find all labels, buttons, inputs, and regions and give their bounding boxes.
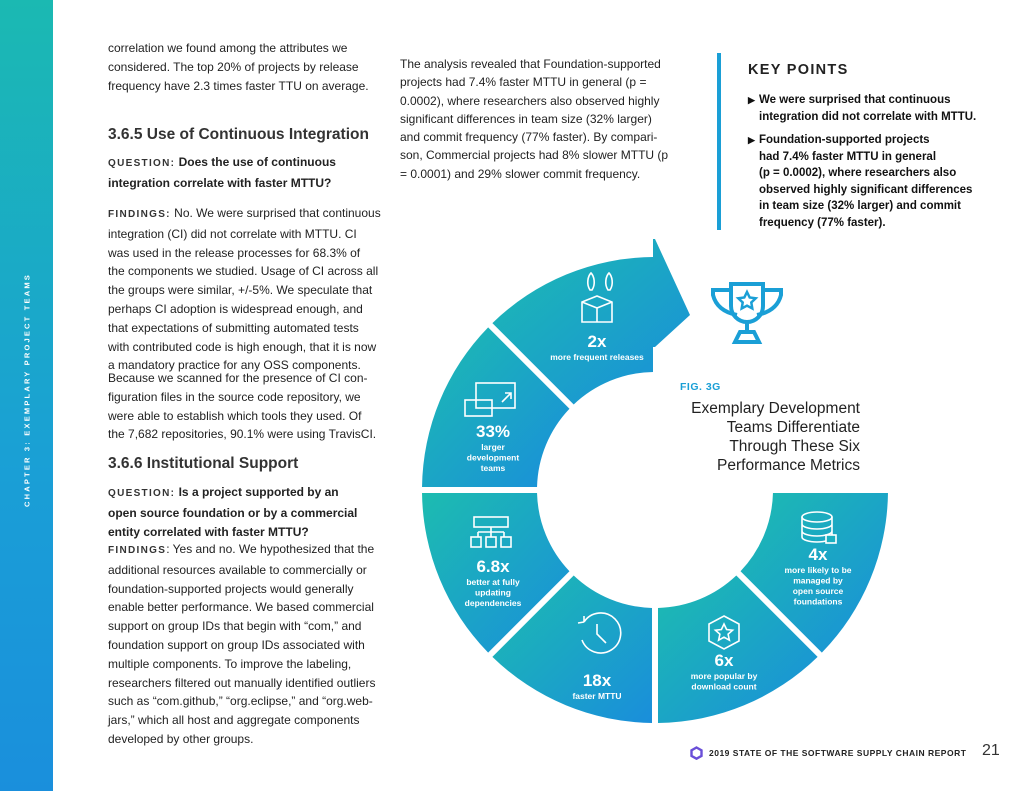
metric-value: 33% [475,422,511,441]
line-text: integration (CI) did not correlate with MTTU. CI [108,226,357,241]
text-line: We were surprised that continuous [759,94,951,106]
metric-description: development [466,452,520,463]
text-line [691,456,860,475]
text-line: frequency (77% faster). [759,216,886,229]
bullet-arrow-icon: ▶ [748,95,755,105]
line-text: the groups were similar, +/-5%. We speculate that [108,283,373,298]
text-line: had 7.4% faster MTTU in general [759,150,937,163]
line-text: was used in the release processes for 68.3% of [108,245,361,260]
metric-description: open source [792,586,844,596]
metric-description: managed by [793,575,843,586]
line-text: Teams Differentiate [726,419,860,436]
line-text: researchers filtered out manually identified outliers [108,675,376,690]
line-text: that expectations of submitting automated tests [108,320,359,335]
line-text: considered. The top 20% of projects by release [108,59,359,74]
metric-description: download count [691,681,757,692]
metric-description: foundations [793,596,843,607]
text-line: Does the use of continuous [178,155,336,169]
line-text: frequency have 2.3 times faster TTU on average. [108,78,369,93]
metric-description: larger [481,442,505,452]
heading-3-6-6: 3.6.6 Institutional Support [108,455,299,472]
line-text: a mandatory practice for any OSS components. [108,358,361,373]
line-text: Exemplary Development [691,400,860,417]
metric-description: faster MTTU [572,691,622,701]
line-text: the 7,682 repositories, 90.1% were using TravisCI. [108,427,377,442]
line-text: the components we studied. Usage of CI across all [108,264,379,279]
heading-3-6-5: 3.6.5 Use of Continuous Integration [108,126,369,143]
line-text: figuration files in the source code repository, we [108,389,361,404]
line-text: The analysis revealed that Foundation-supported [400,57,661,71]
metric-value: 6x [714,651,734,670]
line-text: foundation-supported projects would generally [108,581,354,596]
metric-description: teams [480,463,506,473]
line-text: Is a project supported by an [175,485,339,499]
metric-description: more frequent releases [550,352,644,362]
line-text: No. We were surprised that continuous [170,206,381,220]
line-text: Performance Metrics [717,457,860,474]
metric-value: 2x [587,332,607,351]
line-text: such as “com.github,” “org.eclipse,” and “org.web- [108,694,373,709]
bullet-arrow-icon: ▶ [748,135,755,145]
page-number: 21 [982,742,1000,759]
text-line: integration did not correlate with MTTU. [759,110,977,123]
line-text: multiple components. To improve the labeling, [108,656,352,671]
hexagon-logo-icon [690,746,703,760]
metric-value: 6.8x [476,557,510,576]
line-text: correlation we found among the attributes we [108,41,348,55]
line-text: jars,” which all host and aggregate components [108,713,360,728]
line-text: = 0.0001) and 29% slower commit frequency. [400,166,641,181]
metric-value: 18x [582,671,612,690]
text-line: in team size (32% larger) and commit [759,200,961,212]
line-text: entity correlated with faster MTTU? [108,524,309,539]
text-line [691,418,860,437]
figure-label: FIG. 3G [680,381,721,393]
metric-description: more popular by [690,671,758,681]
line-text: Because we scanned for the presence of CI con- [108,371,368,385]
question-label: QUESTION: [108,158,176,169]
line-text: Through These Six [729,438,860,455]
metric-description: dependencies [464,598,522,608]
line-text: foundation support on group IDs associated with [108,637,365,652]
section-label: QUESTION: [108,488,176,499]
figure-title [691,399,860,475]
line-text: open source foundation or by a commercial [108,505,358,520]
metric-value: 4x [808,545,828,564]
line-text: were able to establish which tools they used. Of [108,408,362,423]
line-text: significant differences in team size (32% larger) [400,111,652,126]
section-label: FINDINGS [108,545,167,556]
line-text: perhaps CI adoption is widespread enough, and [108,301,363,316]
text-line: observed highly significant differences [759,183,973,196]
line-text: and commit frequency (77% faster). By compari- [400,130,658,145]
line-text: projects had 7.4% faster MTTU in general (p = [400,75,647,90]
metric-description: more likely to be [784,565,852,575]
line-text: son, Commercial projects had 8% slower MTTU (p [400,148,669,163]
chapter-label: CHAPTER 3: EXEMPLARY PROJECT TEAMS [22,273,32,507]
text-line [691,437,860,456]
key-points-title: KEY POINTS [748,62,849,78]
metric-description: better at fully [466,577,520,587]
line-text: additional resources available to commercially or [108,562,367,577]
text-line: Foundation-supported projects [759,134,930,146]
report-title: 2019 STATE OF THE SOFTWARE SUPPLY CHAIN REPORT [709,748,967,758]
line-text: : Yes and no. We hypothesized that the [166,542,375,556]
line-text: with contributed code is high enough, that it is now [108,339,377,354]
text-line: (p = 0.0002), where researchers also [759,167,957,179]
text-line: integration correlate with faster MTTU? [108,175,332,190]
line-text: 0.0002), where researchers also observed highly [400,93,660,108]
metric-description: updating [475,587,511,598]
line-text: support on group IDs that begin with “com,” and [108,619,362,634]
trophy-icon [713,284,781,342]
text-line [691,399,860,418]
line-text: enable better performance. We based commercial [108,600,374,615]
footer [690,746,966,760]
line-text: developed by other groups. [108,731,254,746]
section-label: FINDINGS: [108,209,171,220]
